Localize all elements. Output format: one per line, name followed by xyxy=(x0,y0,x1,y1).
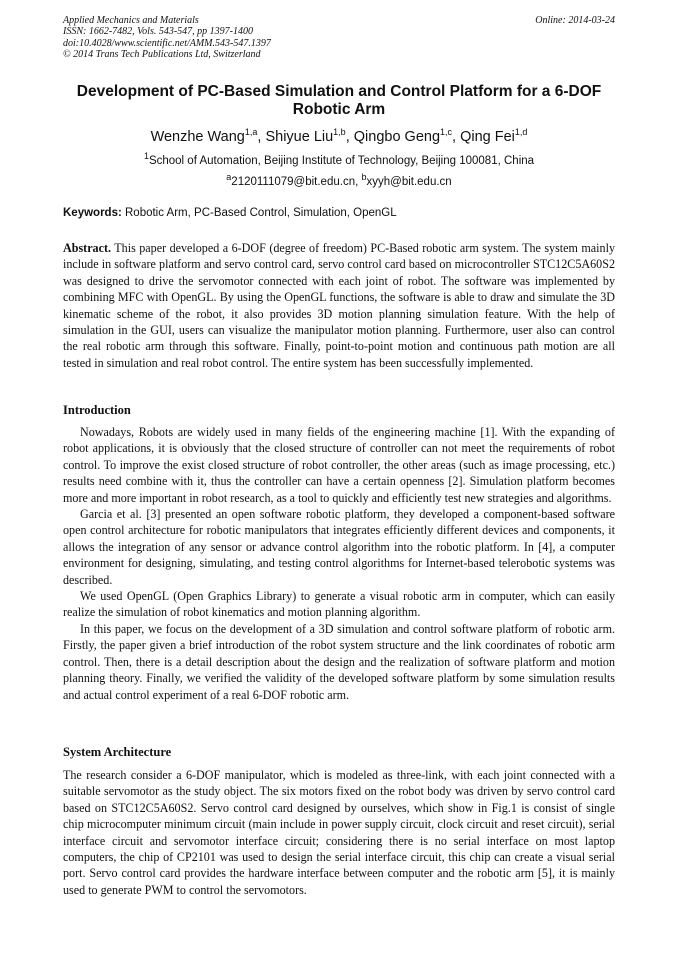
system-architecture-body xyxy=(63,767,615,898)
author-sup: 1,d xyxy=(514,127,528,137)
abstract-text: This paper developed a 6-DOF (degree of freedom) PC-Based robotic arm system. The system mainly include in software platform and servo control card, servo control card based on microcontroller STC12C5A60S2 was designed to drive the servomotor connected with each joint of robot. The software was implemented by combining MFC with OpenGL. By using the OpenGL functions, the software is able to draw and simulate the 3D kinematic scheme of the robot, it also provides 3D motion planning simulation feature. With the help of simulation in the GUI, users can visualize the manipulator motion planning. Furthermore, user also can control the real robotic arm through this software. Finally, point-to-point motion and continuous path motion are all tested in simulation and real robot control. The entire system has been successfully implemented. xyxy=(63,241,615,370)
doi-line: doi:10.4028/www.scientific.net/AMM.543-547.1397 xyxy=(63,37,271,49)
affiliation xyxy=(60,149,618,169)
author-name: Qingbo Geng xyxy=(353,128,441,145)
keywords xyxy=(63,206,615,221)
copyright-line: © 2014 Trans Tech Publications Ltd, Switzerland xyxy=(63,49,261,61)
email-link[interactable]: xyyh@bit.edu.cn xyxy=(366,175,452,188)
paragraph: We used OpenGL (Open Graphics Library) to generate a visual robotic arm in computer, which can easily realize the simulation of robot kinematics and motion planning algorithm. xyxy=(63,589,615,620)
introduction-body xyxy=(63,424,615,703)
section-heading-introduction: Introduction xyxy=(63,403,131,417)
email-sup: a xyxy=(226,172,232,182)
author-name: Shiyue Liu xyxy=(265,128,334,145)
author-name: Qing Fei xyxy=(460,128,515,145)
paper-title: Development of PC-Based Simulation and Control Platform for a 6-DOF Robotic Arm xyxy=(76,83,602,118)
author-list: Wenzhe Wang$^{1,a}$, Shiyue Liu$^{1,b}$, Qingbo Geng$^{1,c}$, Qing Fei$^{1,d}$ xyxy=(150,127,528,145)
section-heading-system-architecture: System Architecture xyxy=(63,745,172,759)
author-name: Wenzhe Wang xyxy=(150,128,245,145)
affiliation-sup: 1 xyxy=(143,151,149,161)
email-sup: b xyxy=(361,172,367,182)
author-sup: 1,c xyxy=(440,127,453,137)
abstract xyxy=(63,240,615,371)
email-line: $^a$2120111079@bit.edu.cn, $^b$xyyh@bit.edu.cn xyxy=(226,172,452,188)
online-date: Online: 2014-03-24 xyxy=(535,15,615,26)
author-sup: 1,b xyxy=(333,127,346,137)
keywords-text: Robotic Arm, PC-Based Control, Simulation, OpenGL xyxy=(125,207,397,219)
journal-name: Applied Mechanics and Materials xyxy=(63,15,199,26)
journal-header xyxy=(63,15,615,61)
paragraph: The research consider a 6-DOF manipulator, which is modeled as three-link, with each joint connected with a suitable servomotor as the study object. The six motors fixed on the robot body was driven by servo control card based on STC12C5A60S2. Servo control card designed by ourselves, which show in Fig.1 is consist of single chip microcomputer minimum circuit (main include in power supply circuit, clock circuit and reset circuit), serial interface circuit and servomotor interface circuit; considering there is no serial interface on most laptop computers, the chip of CP2101 was used to design the serial interface circuit, this chip can create a visual serial port. Servo control card provides the hardware interface between computer and the robotic arm [5], it is mainly used to generate PWM to control the servomotors. xyxy=(63,768,615,897)
issn-line: ISSN: 1662-7482, Vols. 543-547, pp 1397-1400 xyxy=(63,26,253,38)
affiliation-text: School of Automation, Beijing Institute of Technology, Beijing 100081, China xyxy=(148,154,535,167)
paragraph: Nowadays, Robots are widely used in many fields of the engineering machine [1]. With the expanding of robot applications, it is obviously that the closed structure of controller can not meet the requirements of robot control. To improve the exist closed structure of robot controller, the other areas (such as image processing, etc.) results need combine with it, thus the controller can have a certain openness [2]. Simulation platform becomes more and more important in robot research, as a tool to quickly and efficiently test new strategies and algorithms. xyxy=(63,425,615,505)
author-sup: 1,a xyxy=(244,127,258,137)
email-link[interactable]: 2120111079@bit.edu.cn xyxy=(231,175,356,188)
abstract-label: Abstract. xyxy=(63,241,112,255)
keywords-label: Keywords: xyxy=(63,207,122,219)
paragraph: Garcia et al. [3] presented an open software robotic platform, they developed a component-based software open control architecture for robotic manipulators that integrates efficiently different devices and components, it allows the integration of any sensor or advance control algorithm into the robotic platform. In [4], a computer environment for designing, simulating, and testing control algorithms for Internet-based telerobotic systems was described. xyxy=(63,507,615,587)
paragraph: In this paper, we focus on the development of a 3D simulation and control software platform of robotic arm. Firstly, the paper given a brief introduction of the robot system structure and the link coordinates of robotic arm control. Then, there is a detail description about the design and the realization of software platform and motion planning theory. Finally, we verified the validity of the developed software platform by some simulation results and actual control experiment of a real 6-DOF robotic arm. xyxy=(63,621,615,702)
